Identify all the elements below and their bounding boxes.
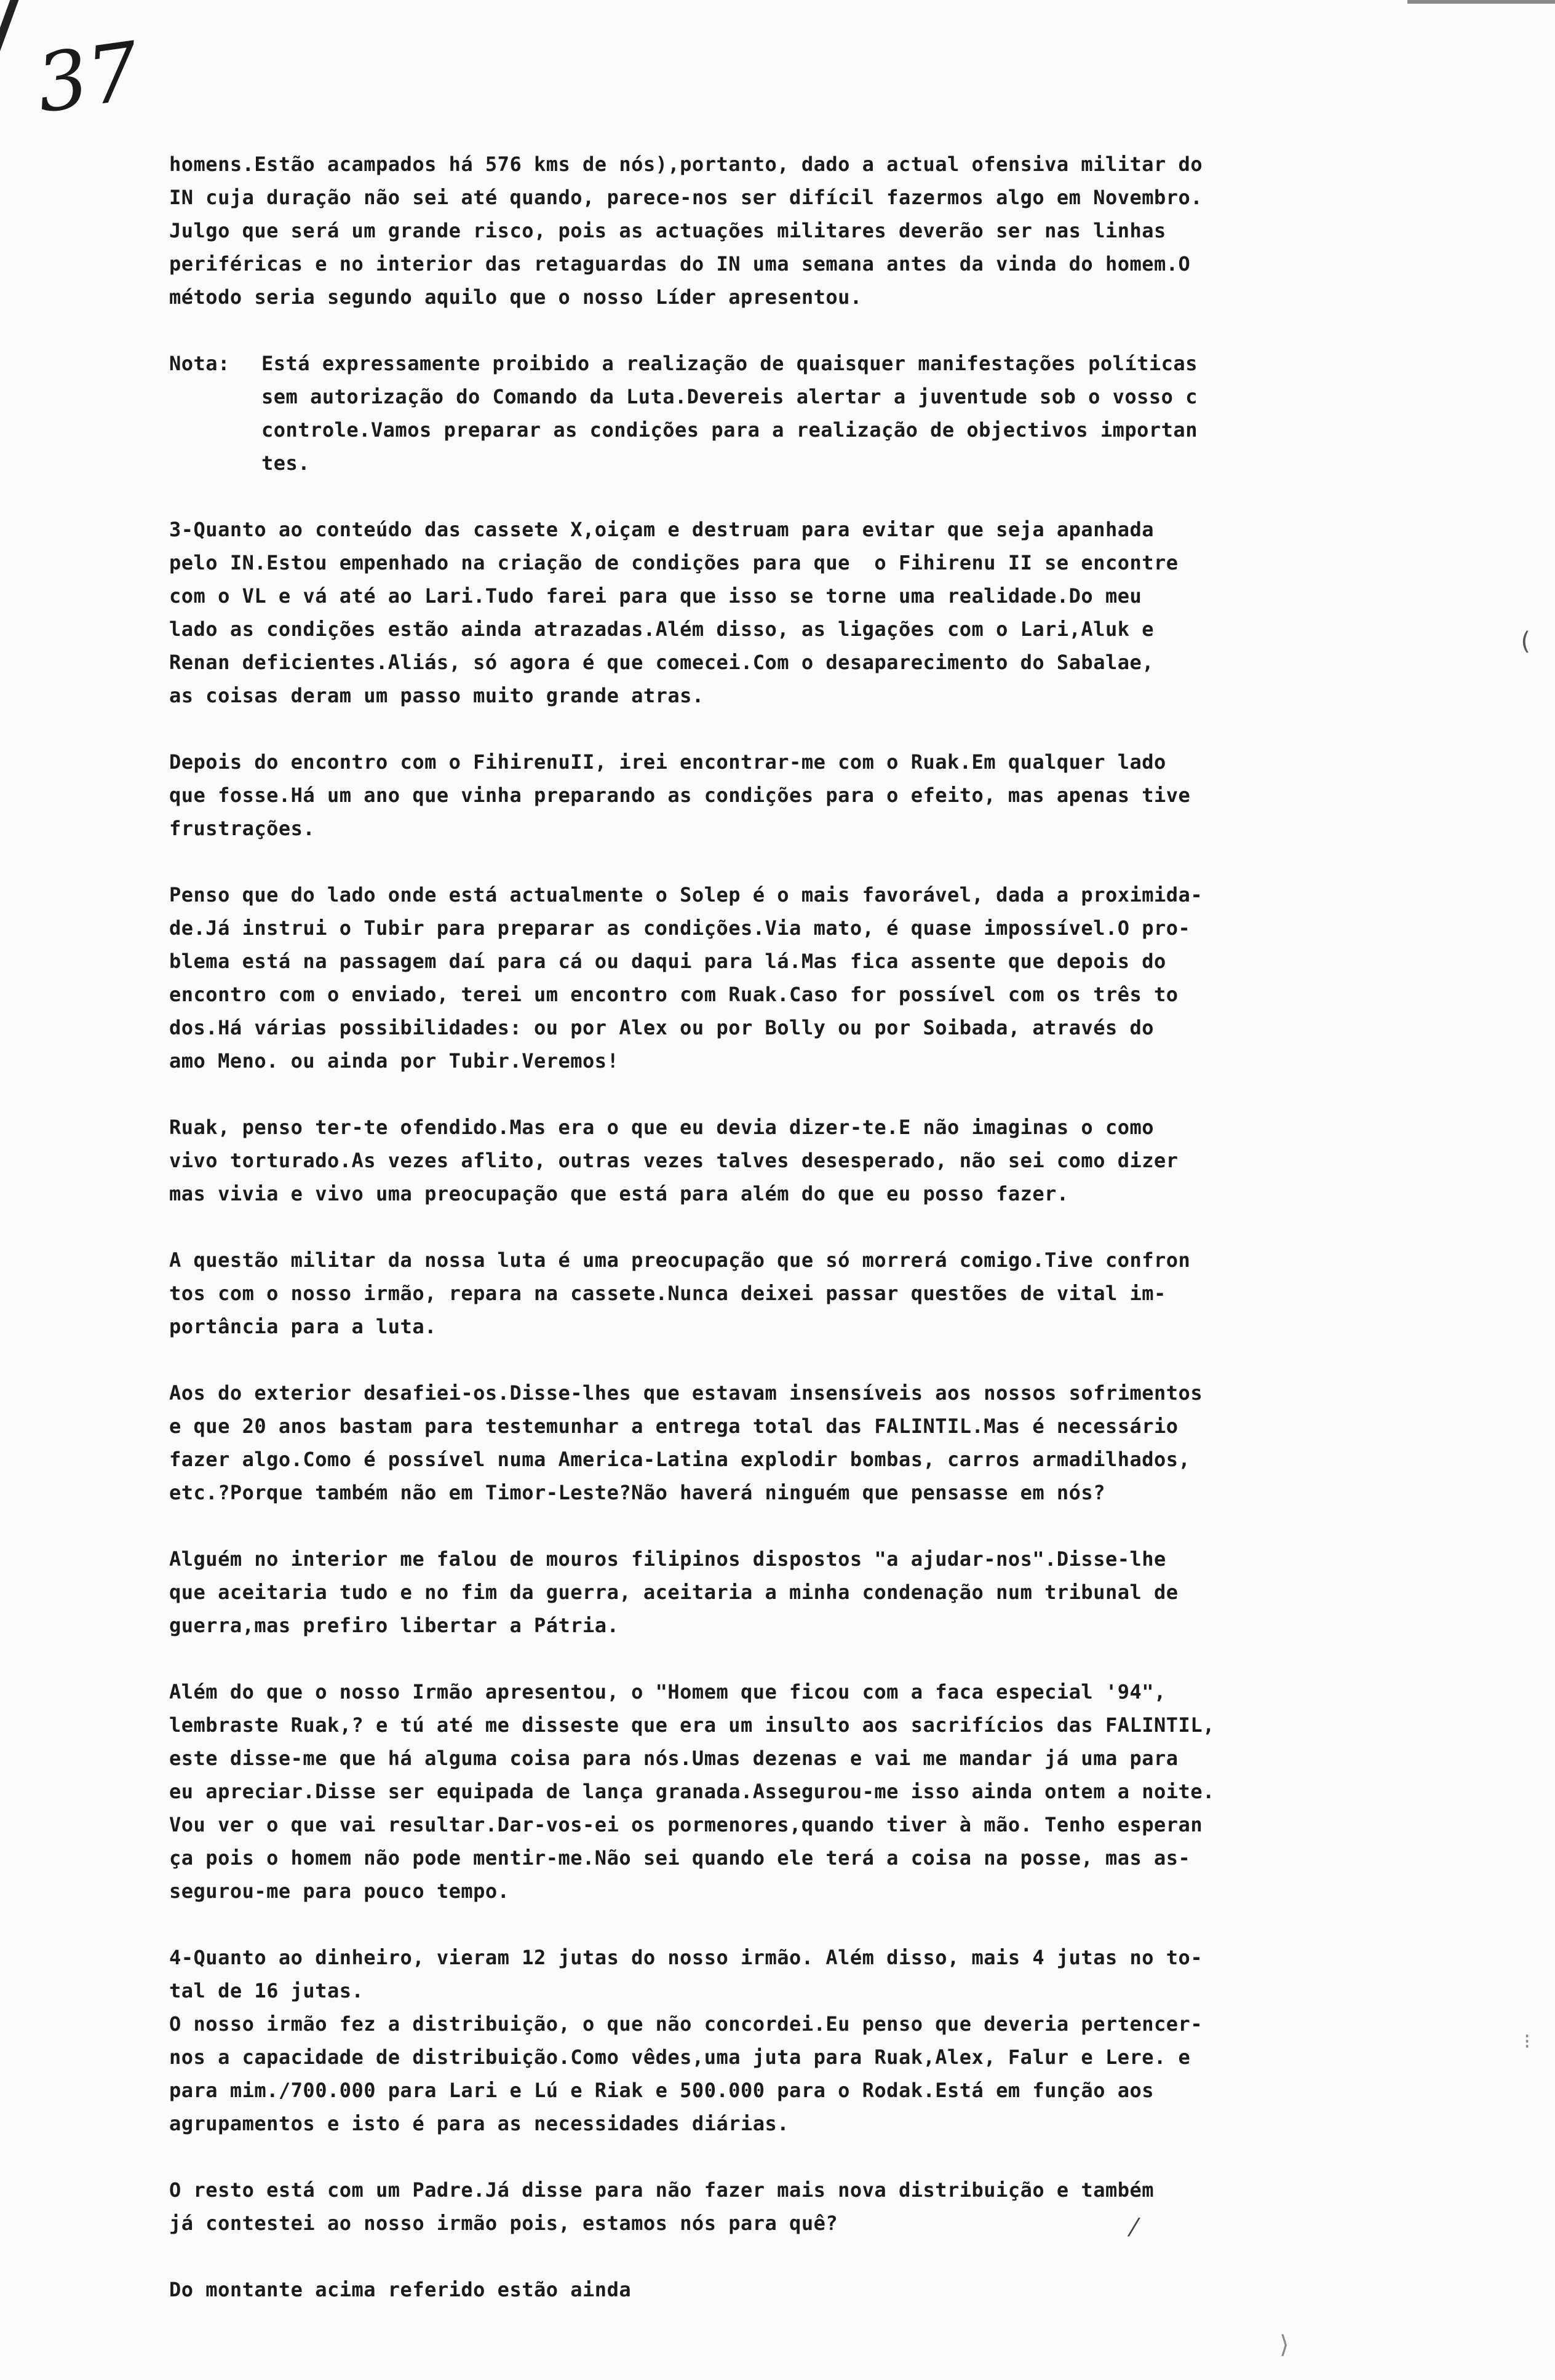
stray-pen-mark: ⟩ bbox=[1279, 2331, 1289, 2359]
paragraph-12: O resto está com um Padre.Já disse para não fazer mais nova distribuição e também já contestei ao nosso irmão pois, estamos nós para quê? bbox=[169, 2178, 1155, 2235]
paragraph-3: 3-Quanto ao conteúdo das cassete X,oiçam e destruam para evitar que seja apanhada pelo IN.Estou empenhado na criação de condições para que o Fihirenu II se encontre com o VL e vá até ao Lari.Tudo farei para que isso se torne uma realidade.Do meu lado as condições estão ainda atrazadas.Além disso, as ligações com o Lari,Aluk e Renan deficientes.Aliás, só agora é que comecei.Com o desaparecimento do Sabalae, as coisas deram um passo muito grande atras. bbox=[169, 518, 1179, 707]
paragraph-4: Depois do encontro com o FihirenuII, irei encontrar-me com o Ruak.Em qualquer lado que fosse.Há um ano que vinha preparando as condições para o efeito, mas apenas tive frustrações. bbox=[169, 750, 1191, 840]
paragraph-11: 4-Quanto ao dinheiro, vieram 12 jutas do nosso irmão. Além disso, mais 4 jutas no to- tal de 16 jutas. O nosso irmão fez a distribuição, o que não concordei.Eu penso que deveria pertencer- nos a capacidade de distribuição.Como vêdes,uma juta para Ruak,Alex, Falur e Lere. e para mim./700.000 para Lari e Lú e Riak e 500.000 para o Rodak.Está em função aos agrupamentos e isto é para as necessidades diárias. bbox=[169, 1946, 1203, 2135]
note-label: Nota: bbox=[169, 352, 230, 375]
paragraph-6: Ruak, penso ter-te ofendido.Mas era o que eu devia dizer-te.E não imaginas o como vivo torturado.As vezes aflito, outras vezes talves desesperado, não sei como dizer mas vivia e vivo uma preocupação que está para além do que eu posso fazer. bbox=[169, 1116, 1179, 1205]
paragraph-8: Aos do exterior desafiei-os.Disse-lhes que estavam insensíveis aos nossos sofrimentos e que 20 anos bastam para testemunhar a entrega total das FALINTIL.Mas é necessário fazer algo.Como é possível numa America-Latina explodir bombas, carros armadilhados, etc.?Porque também não em Timor-Leste?Não haverá ninguém que pensasse em nós? bbox=[169, 1381, 1203, 1504]
paragraph-13: Do montante acima referido estão ainda bbox=[169, 2278, 632, 2301]
paragraph-7: A questão militar da nossa luta é uma preocupação que só morrerá comigo.Tive confron tos com o nosso irmão, repara na cassete.Nunca deixei passar questões de vital im- portância para a luta. bbox=[169, 1248, 1191, 1338]
margin-stray-mark: ⁝ bbox=[1524, 2029, 1530, 2054]
note-text: Está expressamente proibido a realização de quaisquer manifestações políticas sem autorização do Comando da Luta.Devereis alertar a juventude sob o vosso c controle.Vamos preparar as condições para a realização de objectivos importan tes. bbox=[261, 352, 1198, 475]
handwritten-page-number: 37 bbox=[31, 24, 145, 131]
paragraph-5: Penso que do lado onde está actualmente o Solep é o mais favorável, dada a proximida- de.Já instrui o Tubir para prepa​rar as condições.Via mato, é quase impossível.O pro- blema está na passagem daí para cá ou daqui para lá.Mas fica assente que depois do encontro com o enviado, terei um encontro com Ruak.Caso for possível com os três to dos.Há várias possibilidades: ou por Alex ou por Bolly ou por Soibada, através do amo Meno. ou ainda por Tubir.Veremos! bbox=[169, 883, 1203, 1073]
paragraph-10: Além do que o nosso Irmão apresentou, o "Homem que ficou com a faca especial '94", lembraste Ruak,? e tú até me disseste que era um insulto aos sacrifícios das FALINTIL, este disse-me que há alguma coisa para nós.Umas dezenas e vai me mandar já uma para eu apreciar.Disse ser equipada de lança granada.Assegurou-me isso ainda ontem a noite. Vou ver o que vai resultar.Dar-vos-ei os pormenores,quando tiver à mão. Tenho esperan ça pois o homem não pode mentir-me.Não sei quando ele terá a coisa na posse, mas as- segurou-me para pouco tempo. bbox=[169, 1680, 1215, 1903]
scan-edge-mark bbox=[0, 0, 18, 55]
margin-stray-mark: ( bbox=[1521, 627, 1530, 656]
note-block bbox=[169, 347, 1479, 480]
scan-edge-mark bbox=[1407, 0, 1555, 4]
paragraph-9: Alguém no interior me falou de mouros filipinos dispostos "a ajudar-nos".Disse-lhe que aceitaria tudo e no fim da guerra, aceitaria a minha condenação num tribunal de guerra,mas prefiro libertar a Pátria. bbox=[169, 1547, 1179, 1637]
typed-letter-body bbox=[169, 148, 1479, 2339]
paragraph-1: homens.Estão acampados há 576 kms de nós),portanto, dado a actual ofensiva militar do IN cuja duração não sei até quando, parece-nos ser difícil fazermos algo em Novembro. Julgo que será um grande risco, pois as actuações militares deverão ser nas linhas periféricas e no interior das retaguardas do IN uma semana antes da vinda do homem.O método seria segundo aquilo que o nosso Líder apresentou. bbox=[169, 153, 1203, 309]
stray-pen-mark: ⁄ bbox=[1132, 2214, 1136, 2242]
